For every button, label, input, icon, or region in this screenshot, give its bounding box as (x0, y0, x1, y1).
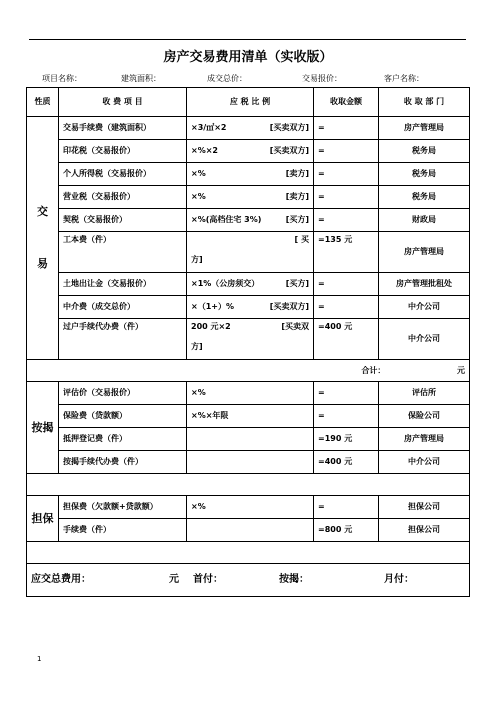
fee-item: 营业税（交易报价） (59, 186, 187, 209)
tax-rate (187, 519, 314, 542)
header-rule (29, 39, 466, 40)
department: 房产管理批租处 (379, 273, 470, 296)
category-trade (27, 117, 59, 360)
department: 房产管理局 (379, 117, 470, 140)
table-row (27, 428, 470, 451)
summary-total-label: 应交总费用： (31, 573, 91, 585)
fee-item: 工本费（件） (59, 232, 187, 273)
tax-rate (187, 451, 314, 474)
header-department: 收 取 部 门 (379, 88, 470, 117)
tax-rate: ×1%（公房须交） [买方] (187, 273, 314, 296)
table-row (27, 209, 470, 232)
table-row (27, 451, 470, 474)
department: 中介公司 (379, 451, 470, 474)
fee-item: 印花税（交易报价） (59, 140, 187, 163)
fee-item: 过户手续代办费（件） (59, 319, 187, 360)
tax-rate: ×%(高档住宅 3%) [买方] (187, 209, 314, 232)
amount: =400 元 (314, 451, 379, 474)
department: 中介公司 (379, 319, 470, 360)
spacer-cell (27, 542, 470, 564)
info-building-area: 建筑面积： (121, 74, 161, 83)
summary-mortgage: 按揭： (279, 573, 309, 585)
category-trade-char-2: 易 (37, 257, 48, 270)
tax-rate: ×3/㎡×2 [买卖双方] (187, 117, 314, 140)
table-row (27, 117, 470, 140)
spacer-cell (27, 474, 470, 496)
tax-rate (187, 428, 314, 451)
table-row (27, 186, 470, 209)
table-header-row (27, 88, 470, 117)
fee-item: 土地出让金（交易报价） (59, 273, 187, 296)
header-fee-item: 收 费 项 目 (59, 88, 187, 117)
fee-item: 担保费（欠款额+贷款额） (59, 496, 187, 519)
fee-item: 手续费（件） (59, 519, 187, 542)
spacer-row (27, 474, 470, 496)
amount: = (314, 163, 379, 186)
table-row (27, 319, 470, 360)
amount: = (314, 496, 379, 519)
fee-item: 评估价（交易报价） (59, 382, 187, 405)
department: 房产管理局 (379, 232, 470, 273)
amount: =800 元 (314, 519, 379, 542)
tax-rate: ×% (187, 382, 314, 405)
table-row (27, 163, 470, 186)
fee-item: 保险费（贷款额） (59, 405, 187, 428)
table-row (27, 232, 470, 273)
table-row (27, 140, 470, 163)
table-row (27, 296, 470, 319)
department: 财政局 (379, 209, 470, 232)
tax-rate: ×%×2 [买卖双方] (187, 140, 314, 163)
spacer-row (27, 542, 470, 564)
department: 担保公司 (379, 519, 470, 542)
info-deal-price: 成交总价： (207, 74, 247, 83)
tax-rate: ×% [卖方] (187, 163, 314, 186)
department: 担保公司 (379, 496, 470, 519)
amount: =135 元 (314, 232, 379, 273)
amount: = (314, 117, 379, 140)
trade-total (27, 360, 470, 382)
document-title: 房产交易费用清单（实收版） (163, 50, 333, 65)
header-tax-rate: 应 税 比 例 (187, 88, 314, 117)
amount: =190 元 (314, 428, 379, 451)
tax-rate: ×% [卖方] (187, 186, 314, 209)
summary-down-payment: 首付： (193, 573, 223, 585)
table-row (27, 405, 470, 428)
total-label: 合计： (361, 365, 386, 375)
amount: = (314, 209, 379, 232)
fee-item: 中介费（成交总价） (59, 296, 187, 319)
tax-rate: ×%×年限 (187, 405, 314, 428)
table-row (27, 382, 470, 405)
fee-item: 契税（交易报价） (59, 209, 187, 232)
department: 税务局 (379, 163, 470, 186)
header-amount: 收取金额 (314, 88, 379, 117)
amount: =400 元 (314, 319, 379, 360)
summary-cell (27, 564, 470, 597)
fee-table (26, 87, 470, 597)
department: 评估所 (379, 382, 470, 405)
table-row (27, 273, 470, 296)
info-quoted-price: 交易报价： (302, 74, 342, 83)
page-number: 1 (37, 655, 42, 663)
fee-item: 个人所得税（交易报价） (59, 163, 187, 186)
tax-rate: [ 买 方] (187, 232, 314, 273)
summary-row (27, 564, 470, 597)
department: 税务局 (379, 186, 470, 209)
tax-rate: ×（1+）% [买卖双方] (187, 296, 314, 319)
info-client-name: 客户名称： (384, 74, 424, 83)
fee-item: 交易手续费（建筑面积） (59, 117, 187, 140)
info-project-name: 项目名称： (42, 74, 82, 83)
summary-unit: 元 (169, 573, 179, 585)
category-trade-char-1: 交 (37, 205, 48, 219)
amount: = (314, 140, 379, 163)
header-nature: 性质 (27, 88, 59, 117)
tax-rate: ×% (187, 496, 314, 519)
category-guarantee: 担保 (27, 496, 59, 542)
fee-item: 按揭手续代办费（件） (59, 451, 187, 474)
department: 中介公司 (379, 296, 470, 319)
amount: = (314, 186, 379, 209)
table-row (27, 496, 470, 519)
amount: = (314, 382, 379, 405)
tax-rate: 200 元×2 [买卖双 方] (187, 319, 314, 360)
amount: = (314, 296, 379, 319)
department: 税务局 (379, 140, 470, 163)
department: 保险公司 (379, 405, 470, 428)
department: 房产管理局 (379, 428, 470, 451)
fee-item: 抵押登记费（件） (59, 428, 187, 451)
category-mortgage: 按揭 (27, 382, 59, 474)
summary-monthly: 月付： (384, 573, 414, 585)
amount: = (314, 405, 379, 428)
amount: = (314, 273, 379, 296)
trade-total-row (27, 360, 470, 382)
total-unit: 元 (457, 365, 465, 375)
table-row (27, 519, 470, 542)
